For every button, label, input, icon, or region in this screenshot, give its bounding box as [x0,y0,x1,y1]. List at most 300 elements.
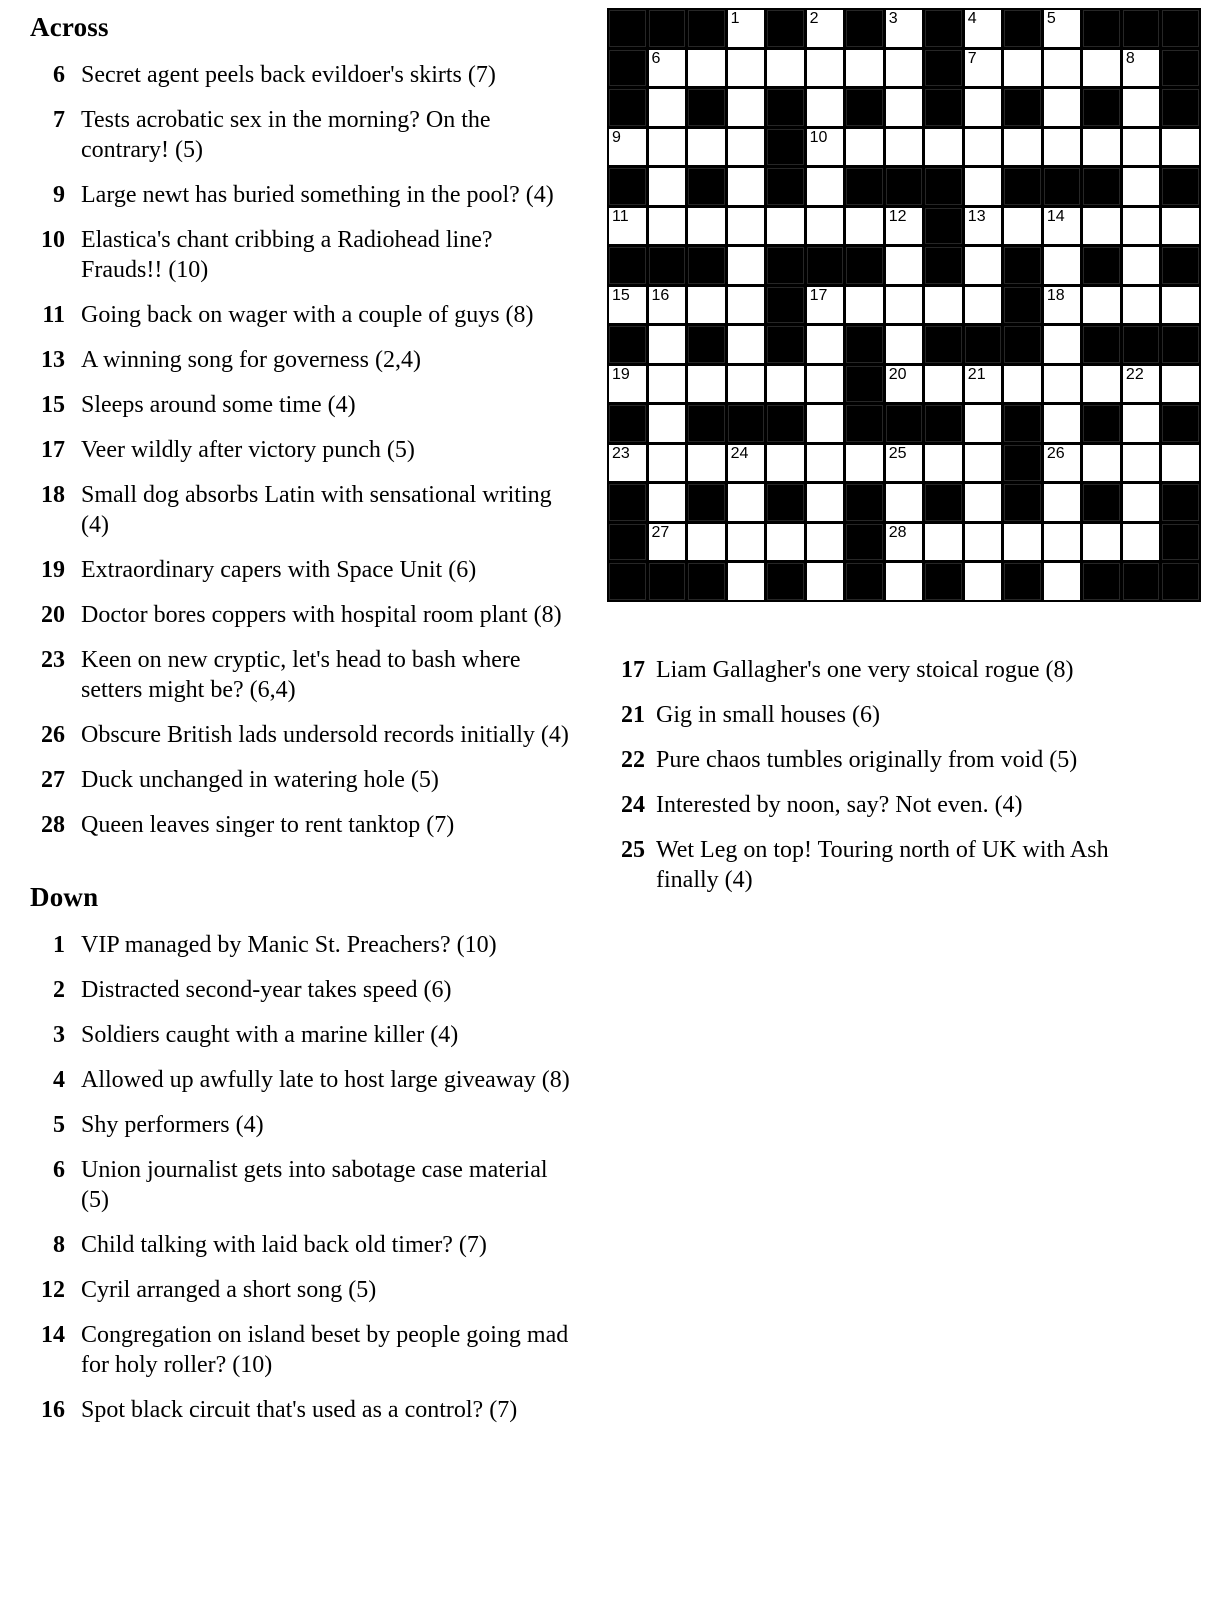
grid-cell[interactable] [609,287,646,324]
clue-number: 4 [53,1067,65,1093]
grid-cell-number: 16 [651,286,670,304]
grid-cell[interactable] [925,287,962,324]
grid-block [925,50,962,87]
grid-cell[interactable] [965,563,1002,600]
clue [30,105,578,165]
grid-cell[interactable] [688,366,725,403]
grid-block [886,405,923,442]
grid-block [1004,10,1041,47]
grid-block [688,326,725,363]
clue [30,180,578,210]
grid-block [1004,247,1041,284]
grid-cell[interactable] [807,524,844,561]
clue-number: 28 [41,812,65,838]
clue-text: Pure chaos tumbles originally from void (5) [656,747,1078,773]
grid-cell-number: 27 [651,523,670,541]
grid-block [1083,326,1120,363]
grid-cell[interactable] [1004,50,1041,87]
grid-cell[interactable] [1083,208,1120,245]
grid-cell[interactable] [728,287,765,324]
grid-cell[interactable] [728,524,765,561]
grid-block [846,524,883,561]
clue [30,1395,578,1425]
grid-cell[interactable] [1083,524,1120,561]
clue-text: Going back on wager with a couple of guys (8) [81,302,534,328]
clue-text: Congregation on island beset by people going mad for holy roller? (10) [81,1322,569,1378]
grid-cell[interactable] [728,326,765,363]
grid-cell[interactable] [728,50,765,87]
grid-cell[interactable] [1044,287,1081,324]
grid-cell[interactable] [807,445,844,482]
clue [30,1275,578,1305]
grid-cell[interactable] [1123,524,1160,561]
grid-block [1044,168,1081,205]
grid-block [609,524,646,561]
clue-number: 11 [42,302,65,328]
grid-cell[interactable] [1083,445,1120,482]
grid-block [688,563,725,600]
grid-block [1162,524,1199,561]
grid-cell[interactable] [1044,89,1081,126]
grid-cell[interactable] [886,484,923,521]
grid-block [609,405,646,442]
grid-block [1162,405,1199,442]
grid-cell-number: 25 [888,444,907,462]
grid-block [807,247,844,284]
grid-cell[interactable] [649,405,686,442]
grid-cell[interactable] [965,524,1002,561]
clue-number: 17 [41,437,65,463]
clue-text: Gig in small houses (6) [656,702,880,728]
grid-block [1123,326,1160,363]
clue-number: 3 [53,1022,65,1048]
grid-cell[interactable] [688,208,725,245]
clue-text: Shy performers (4) [81,1112,264,1138]
grid-cell[interactable] [1044,326,1081,363]
clue [30,975,578,1005]
grid-cell[interactable] [609,445,646,482]
grid-cell[interactable] [925,129,962,166]
clue [30,435,578,465]
grid-cell[interactable] [1044,484,1081,521]
grid-cell[interactable] [649,287,686,324]
clue [30,930,578,960]
grid-block [1004,287,1041,324]
clue-text: Union journalist gets into sabotage case material (5) [81,1157,548,1213]
grid-cell-number: 22 [1125,365,1144,383]
grid-block [1162,50,1199,87]
clue-text: Small dog absorbs Latin with sensational writing (4) [81,482,552,538]
grid-cell[interactable] [649,89,686,126]
clue-number: 15 [41,392,65,418]
grid-block [767,89,804,126]
grid-block [925,484,962,521]
clue-text: Distracted second-year takes speed (6) [81,977,452,1003]
grid-block [649,10,686,47]
grid-cell[interactable] [965,405,1002,442]
grid-cell-number: 19 [612,365,630,383]
grid-block [846,89,883,126]
grid-cell[interactable] [1044,129,1081,166]
grid-cell[interactable] [965,89,1002,126]
grid-block [846,168,883,205]
clue [30,1065,578,1095]
grid-cell[interactable] [728,168,765,205]
grid-cell[interactable] [609,208,646,245]
grid-cell[interactable] [767,50,804,87]
clue-text: Liam Gallagher's one very stoical rogue (8) [656,657,1074,683]
grid-cell-number: 14 [1046,207,1065,225]
grid-cell[interactable] [886,89,923,126]
grid-cell[interactable] [807,208,844,245]
grid-cell[interactable] [807,168,844,205]
grid-block [1162,168,1199,205]
clue [606,655,1121,685]
grid-cell[interactable] [965,484,1002,521]
grid-block [846,10,883,47]
grid-cell[interactable] [1004,366,1041,403]
left-clues-column [30,10,578,1440]
clue [30,1320,578,1380]
grid-block [1083,168,1120,205]
clue [30,720,578,750]
clue [30,555,578,585]
clue-text: Secret agent peels back evildoer's skirts (7) [81,62,496,88]
grid-cell[interactable] [925,366,962,403]
grid-cell[interactable] [1083,287,1120,324]
across-heading: Across [30,12,109,42]
grid-cell[interactable] [1044,524,1081,561]
grid-cell[interactable] [965,168,1002,205]
grid-cell[interactable] [728,208,765,245]
grid-block [1162,10,1199,47]
clue-number: 13 [41,347,65,373]
grid-block [1083,89,1120,126]
clue [30,1230,578,1260]
grid-cell[interactable] [649,445,686,482]
grid-block [925,208,962,245]
grid-cell[interactable] [807,326,844,363]
grid-cell[interactable] [609,366,646,403]
grid-block [609,89,646,126]
grid-cell[interactable] [807,10,844,47]
grid-cell[interactable] [1162,208,1199,245]
grid-cell[interactable] [649,50,686,87]
grid-block [649,247,686,284]
grid-cell[interactable] [965,366,1002,403]
grid-cell[interactable] [846,445,883,482]
grid-block [1004,563,1041,600]
grid-cell[interactable] [728,129,765,166]
grid-cell[interactable] [807,405,844,442]
grid-cell-number: 15 [612,286,630,304]
grid-cell[interactable] [728,484,765,521]
grid-cell[interactable] [1044,366,1081,403]
grid-cell[interactable] [1123,287,1160,324]
clue-number: 12 [41,1277,65,1303]
grid-cell[interactable] [1162,129,1199,166]
clue [30,1020,578,1050]
clue-text: Duck unchanged in watering hole (5) [81,767,439,793]
clue-number: 2 [53,977,65,1003]
grid-cell[interactable] [807,50,844,87]
grid-cell[interactable] [886,287,923,324]
grid-cell[interactable] [1004,129,1041,166]
grid-block [925,405,962,442]
grid-cell[interactable] [649,326,686,363]
clue [30,60,578,90]
grid-cell[interactable] [1083,366,1120,403]
grid-cell[interactable] [609,129,646,166]
grid-cell[interactable] [925,524,962,561]
grid-cell[interactable] [728,445,765,482]
clue [30,1155,578,1215]
clue-text: Sleeps around some time (4) [81,392,356,418]
clue [30,390,578,420]
clue [30,600,578,630]
grid-block [609,326,646,363]
grid-cell[interactable] [846,129,883,166]
grid-cell-number: 11 [612,207,629,225]
clue-text: Large newt has buried something in the pool? (4) [81,182,554,208]
grid-cell-number: 8 [1125,49,1135,67]
grid-cell[interactable] [728,563,765,600]
clue-number: 8 [53,1232,65,1258]
grid-cell[interactable] [965,50,1002,87]
grid-cell[interactable] [688,287,725,324]
grid-block [925,326,962,363]
grid-cell[interactable] [1123,366,1160,403]
grid-cell[interactable] [965,287,1002,324]
grid-cell[interactable] [1162,287,1199,324]
grid-block [649,563,686,600]
clue [606,790,1121,820]
grid-block [1004,405,1041,442]
clue-text: Veer wildly after victory punch (5) [81,437,415,463]
grid-block [609,50,646,87]
grid-block [1123,10,1160,47]
clue-number: 16 [41,1397,65,1423]
down-heading: Down [30,882,99,912]
grid-cell[interactable] [1083,129,1120,166]
grid-cell[interactable] [886,129,923,166]
grid-cell[interactable] [1123,484,1160,521]
grid-cell[interactable] [807,129,844,166]
grid-block [609,168,646,205]
crossword-grid [607,8,1201,602]
grid-cell[interactable] [1123,247,1160,284]
grid-cell-number: 18 [1046,286,1065,304]
grid-cell-number: 26 [1046,444,1065,462]
grid-cell[interactable] [649,208,686,245]
grid-cell[interactable] [767,208,804,245]
clue-number: 5 [53,1112,65,1138]
grid-block [767,563,804,600]
clue-number: 10 [41,227,65,253]
grid-cell[interactable] [649,168,686,205]
grid-cell[interactable] [649,484,686,521]
clue-text: Child talking with laid back old timer? (7) [81,1232,487,1258]
grid-cell[interactable] [886,247,923,284]
grid-cell[interactable] [1123,50,1160,87]
grid-cell[interactable] [1044,50,1081,87]
grid-cell-number: 1 [730,10,740,27]
grid-cell[interactable] [1123,129,1160,166]
grid-cell[interactable] [965,208,1002,245]
grid-cell[interactable] [688,50,725,87]
grid-cell[interactable] [1123,168,1160,205]
grid-cell[interactable] [1044,208,1081,245]
grid-cell[interactable] [846,287,883,324]
grid-cell-number: 12 [888,207,907,225]
grid-cell[interactable] [807,89,844,126]
grid-cell[interactable] [965,129,1002,166]
grid-cell-number: 3 [888,10,898,27]
grid-block [925,89,962,126]
clue-number: 14 [41,1322,65,1348]
clue-text: Soldiers caught with a marine killer (4) [81,1022,459,1048]
grid-cell[interactable] [886,326,923,363]
grid-cell[interactable] [886,10,923,47]
grid-cell[interactable] [965,10,1002,47]
grid-cell[interactable] [886,445,923,482]
grid-cell[interactable] [807,366,844,403]
grid-cell-number: 7 [967,49,977,67]
clue [606,745,1121,775]
grid-block [609,563,646,600]
clue-text: Cyril arranged a short song (5) [81,1277,377,1303]
grid-block [1004,484,1041,521]
clue-text: Elastica's chant cribbing a Radiohead line? Frauds!! (10) [81,227,493,283]
grid-cell[interactable] [1004,208,1041,245]
grid-cell-number: 23 [612,444,630,462]
grid-cell[interactable] [1083,50,1120,87]
grid-block [688,168,725,205]
down-clue-list [30,930,578,1425]
grid-cell[interactable] [767,524,804,561]
grid-block [1083,484,1120,521]
grid-block [609,484,646,521]
grid-cell[interactable] [767,366,804,403]
clue-number: 23 [41,647,65,673]
grid-cell-number: 6 [651,49,661,67]
grid-cell[interactable] [688,445,725,482]
grid-block [925,168,962,205]
clue-text: Extraordinary capers with Space Unit (6) [81,557,477,583]
grid-block [1162,563,1199,600]
grid-block [1083,405,1120,442]
grid-cell[interactable] [1123,208,1160,245]
grid-block [1162,484,1199,521]
grid-cell[interactable] [1044,247,1081,284]
clue-text: Doctor bores coppers with hospital room plant (8) [81,602,562,628]
clue-number: 21 [621,702,645,728]
grid-cell[interactable] [886,563,923,600]
grid-cell[interactable] [807,484,844,521]
grid-cell[interactable] [1123,405,1160,442]
grid-cell[interactable] [1123,445,1160,482]
grid-block [886,168,923,205]
grid-cell[interactable] [1123,89,1160,126]
grid-cell[interactable] [886,50,923,87]
grid-block [728,405,765,442]
grid-block [688,405,725,442]
grid-cell[interactable] [965,247,1002,284]
down-clues-continued-column [606,655,1121,910]
grid-cell[interactable] [728,366,765,403]
grid-cell[interactable] [846,50,883,87]
grid-block [965,326,1002,363]
grid-cell[interactable] [807,563,844,600]
grid-cell[interactable] [1162,445,1199,482]
grid-cell[interactable] [886,524,923,561]
grid-cell[interactable] [649,524,686,561]
grid-cell[interactable] [886,366,923,403]
grid-cell[interactable] [688,524,725,561]
grid-block [925,247,962,284]
clue-text: Tests acrobatic sex in the morning? On the contrary! (5) [81,107,491,163]
grid-cell[interactable] [649,366,686,403]
grid-cell[interactable] [1044,445,1081,482]
grid-block [846,366,883,403]
clue-number: 27 [41,767,65,793]
grid-cell-number: 20 [888,365,907,383]
grid-cell[interactable] [688,129,725,166]
grid-block [1162,247,1199,284]
grid-cell[interactable] [1044,405,1081,442]
grid-cell-number: 24 [730,444,749,462]
clue-number: 19 [41,557,65,583]
clue-number: 20 [41,602,65,628]
grid-cell[interactable] [846,208,883,245]
grid-block [609,247,646,284]
grid-block [1123,563,1160,600]
grid-cell[interactable] [1004,524,1041,561]
grid-block [846,326,883,363]
grid-cell[interactable] [728,247,765,284]
grid-cell[interactable] [728,89,765,126]
clue-number: 25 [621,837,645,863]
grid-cell-number: 13 [967,207,986,225]
grid-cell[interactable] [965,445,1002,482]
clue-text: Queen leaves singer to rent tanktop (7) [81,812,455,838]
clue [30,645,578,705]
grid-cell-number: 2 [809,10,819,27]
grid-block [1083,10,1120,47]
grid-block [767,484,804,521]
grid-block [1004,89,1041,126]
grid-block [767,405,804,442]
grid-cell[interactable] [1044,10,1081,47]
grid-cell[interactable] [728,10,765,47]
down-clue-list-continued [606,655,1121,895]
clue [30,225,578,285]
grid-block [767,129,804,166]
grid-block [1083,563,1120,600]
grid-block [767,168,804,205]
clue [30,480,578,540]
grid-cell[interactable] [886,208,923,245]
clue [30,300,578,330]
grid-cell[interactable] [649,129,686,166]
grid-cell[interactable] [767,445,804,482]
grid-block [688,10,725,47]
grid-cell[interactable] [925,445,962,482]
grid-cell[interactable] [1044,563,1081,600]
grid-cell[interactable] [1162,366,1199,403]
grid-block [609,10,646,47]
grid-cell[interactable] [807,287,844,324]
